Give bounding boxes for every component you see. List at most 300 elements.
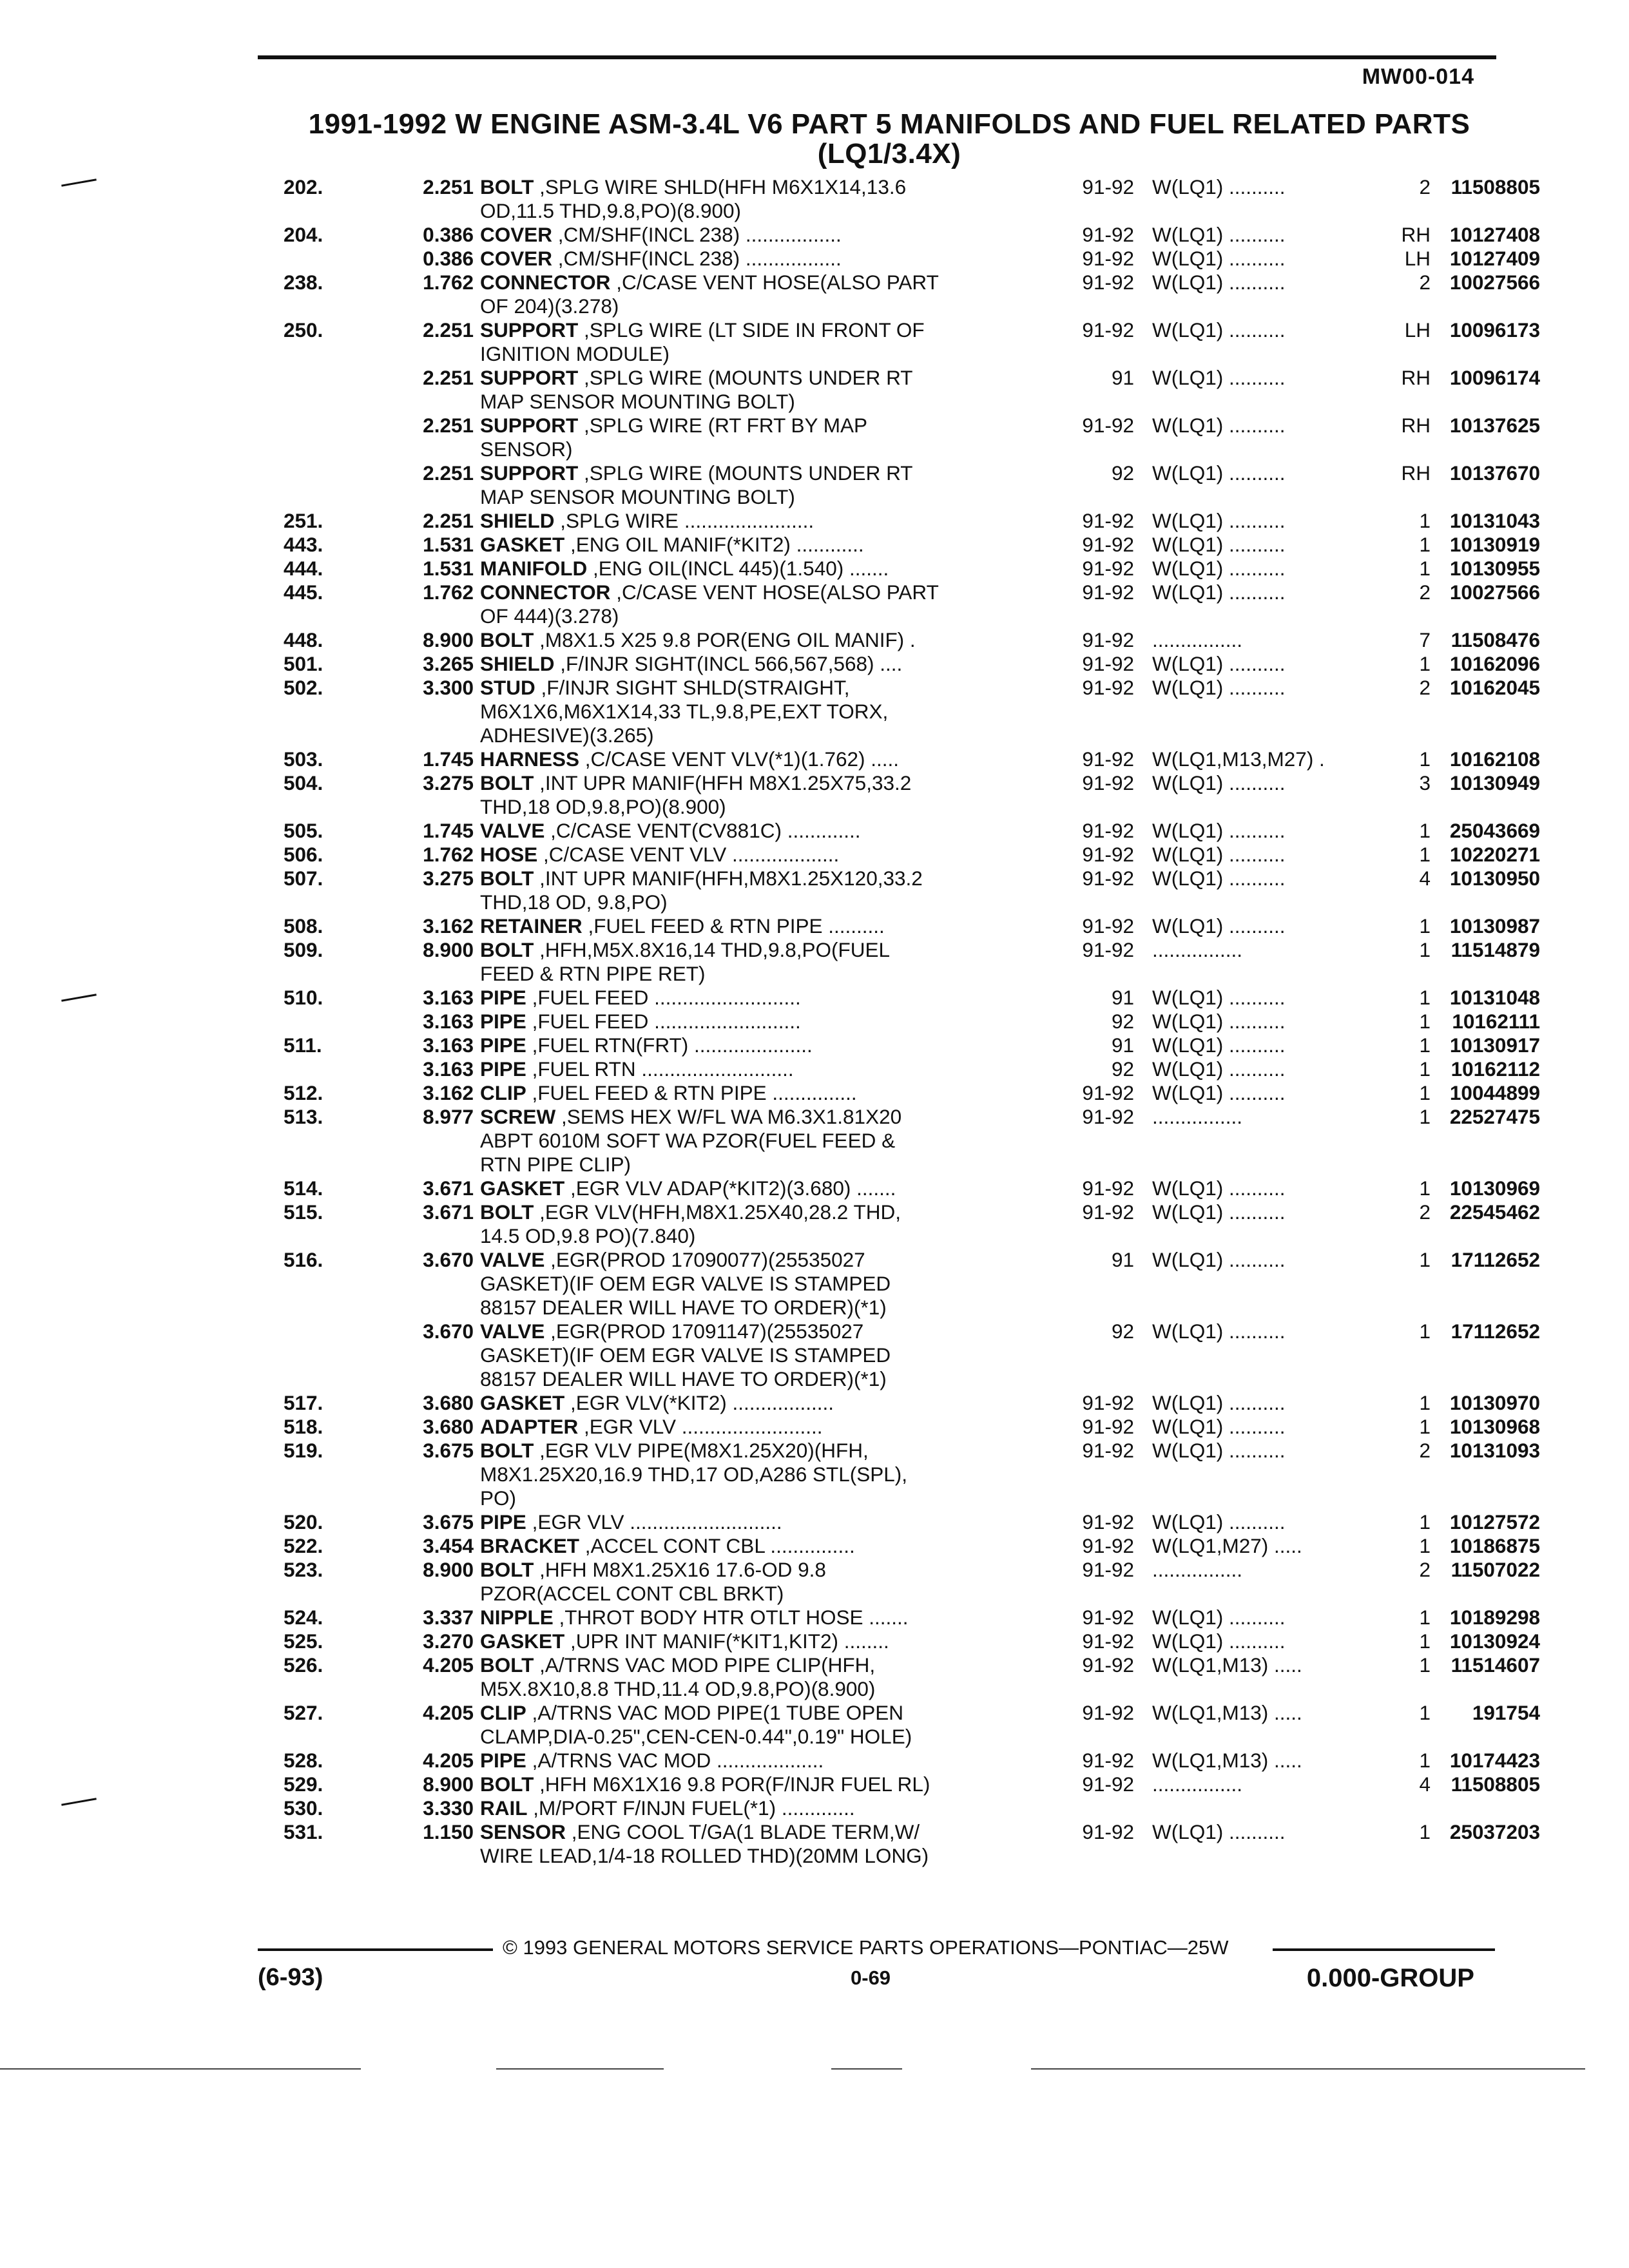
application: W(LQ1) .......... bbox=[1152, 271, 1286, 294]
table-row bbox=[284, 1701, 1540, 1725]
application: W(LQ1) .......... bbox=[1152, 533, 1286, 556]
description bbox=[480, 1224, 1276, 1248]
description-text: THD,18 OD,9.8,PO)(8.900) bbox=[480, 795, 726, 818]
part-number: 10130987 bbox=[1449, 914, 1540, 937]
description-text: GASKET)(IF OEM EGR VALVE IS STAMPED bbox=[480, 1272, 891, 1295]
item-number: 527. bbox=[284, 1701, 323, 1724]
table-row bbox=[284, 1653, 1540, 1677]
description-text: M8X1.25X20,16.9 THD,17 OD,A286 STL(SPL), bbox=[480, 1463, 908, 1486]
description-text: 14.5 OD,9.8 PO)(7.840) bbox=[480, 1224, 696, 1247]
application: W(LQ1) .......... bbox=[1152, 819, 1286, 842]
model-years: 91-92 bbox=[1082, 819, 1134, 842]
group-number: 1.531 bbox=[423, 533, 474, 556]
application: W(LQ1) .......... bbox=[1152, 1820, 1286, 1843]
quantity: 1 bbox=[1419, 1534, 1431, 1557]
model-years: 92 bbox=[1111, 1057, 1134, 1081]
part-number: 22527475 bbox=[1449, 1105, 1540, 1128]
table-row bbox=[284, 1010, 1540, 1033]
part-name: BOLT bbox=[480, 1200, 534, 1224]
model-years: 91-92 bbox=[1082, 1629, 1134, 1653]
quantity: 1 bbox=[1419, 1701, 1431, 1724]
description-text: ,EGR VLV(HFH,M8X1.25X40,28.2 THD, bbox=[539, 1200, 901, 1224]
table-row bbox=[284, 1439, 1540, 1463]
description-text: ,EGR(PROD 17091147)(25535027 bbox=[550, 1320, 864, 1343]
application: W(LQ1) .......... bbox=[1152, 1629, 1286, 1653]
footer-group: 0.000-GROUP bbox=[1306, 1964, 1474, 1992]
part-name: VALVE bbox=[480, 1320, 545, 1343]
model-years: 91-92 bbox=[1082, 938, 1134, 961]
item-number: 250. bbox=[284, 318, 323, 341]
quantity: 1 bbox=[1419, 1415, 1431, 1438]
group-number: 1.762 bbox=[423, 843, 474, 866]
description-text: ABPT 6010M SOFT WA PZOR(FUEL FEED & bbox=[480, 1129, 896, 1152]
table-row bbox=[284, 199, 1521, 223]
description-text: ,F/INJR SIGHT SHLD(STRAIGHT, bbox=[541, 676, 850, 699]
part-name: MANIFOLD bbox=[480, 557, 588, 580]
item-number: 520. bbox=[284, 1510, 323, 1533]
table-row bbox=[284, 604, 1521, 628]
description-text: FEED & RTN PIPE RET) bbox=[480, 962, 706, 985]
part-number: 10130949 bbox=[1449, 771, 1540, 794]
item-number: 501. bbox=[284, 652, 323, 675]
part-name: BOLT bbox=[480, 867, 534, 890]
table-row bbox=[284, 1415, 1540, 1439]
description bbox=[480, 1844, 1276, 1868]
group-number: 2.251 bbox=[423, 366, 474, 389]
group-number: 3.670 bbox=[423, 1248, 474, 1271]
model-years: 92 bbox=[1111, 461, 1134, 485]
model-years: 91-92 bbox=[1082, 1081, 1134, 1104]
part-name: SENSOR bbox=[480, 1820, 566, 1843]
table-row bbox=[284, 1081, 1540, 1105]
item-number: 526. bbox=[284, 1653, 323, 1677]
application: W(LQ1) .......... bbox=[1152, 414, 1286, 437]
table-row bbox=[284, 223, 1540, 247]
description bbox=[480, 1463, 1276, 1486]
description-text: ,ENG OIL MANIF(*KIT2) ............ bbox=[570, 533, 864, 556]
model-years: 91-92 bbox=[1082, 1200, 1134, 1224]
part-number: 10131093 bbox=[1449, 1439, 1540, 1462]
part-number: 10130955 bbox=[1449, 557, 1540, 580]
description-text: ,FUEL FEED & RTN PIPE .......... bbox=[588, 914, 885, 937]
item-number: 523. bbox=[284, 1558, 323, 1581]
application: W(LQ1) .......... bbox=[1152, 318, 1286, 341]
quantity: 1 bbox=[1419, 1248, 1431, 1271]
model-years: 91-92 bbox=[1082, 414, 1134, 437]
group-number: 0.386 bbox=[423, 223, 474, 246]
table-row bbox=[284, 581, 1540, 604]
quantity: RH bbox=[1401, 223, 1431, 246]
description-text: ,FUEL FEED .......................... bbox=[532, 986, 801, 1009]
application: W(LQ1) .......... bbox=[1152, 223, 1286, 246]
parts-list bbox=[284, 175, 1540, 1868]
table-row bbox=[284, 461, 1540, 485]
model-years: 92 bbox=[1111, 1320, 1134, 1343]
group-number: 3.275 bbox=[423, 867, 474, 890]
model-years: 91-92 bbox=[1082, 1439, 1134, 1462]
description-text: GASKET)(IF OEM EGR VALVE IS STAMPED bbox=[480, 1343, 891, 1367]
application: W(LQ1) .......... bbox=[1152, 1510, 1286, 1533]
description-text: ,A/TRNS VAC MOD PIPE CLIP(HFH, bbox=[539, 1653, 876, 1677]
description-text: ,C/CASE VENT(CV881C) ............. bbox=[550, 819, 861, 842]
part-number: 10044899 bbox=[1449, 1081, 1540, 1104]
part-name: CLIP bbox=[480, 1081, 526, 1104]
item-number: 503. bbox=[284, 747, 323, 771]
group-number: 4.205 bbox=[423, 1749, 474, 1772]
description-text: 88157 DEALER WILL HAVE TO ORDER)(*1) bbox=[480, 1367, 887, 1390]
part-number: 10130969 bbox=[1449, 1177, 1540, 1200]
application: W(LQ1) .......... bbox=[1152, 1606, 1286, 1629]
part-name: BOLT bbox=[480, 1773, 534, 1796]
part-name: BOLT bbox=[480, 771, 534, 794]
table-row bbox=[284, 1320, 1540, 1343]
group-number: 1.762 bbox=[423, 271, 474, 294]
table-row bbox=[284, 676, 1540, 700]
part-name: SUPPORT bbox=[480, 414, 579, 437]
table-row bbox=[284, 986, 1540, 1010]
description-text: ,EGR VLV PIPE(M8X1.25X20)(HFH, bbox=[539, 1439, 869, 1462]
item-number: 517. bbox=[284, 1391, 323, 1414]
application: W(LQ1) .......... bbox=[1152, 771, 1286, 794]
description-text: ,A/TRNS VAC MOD PIPE(1 TUBE OPEN bbox=[532, 1701, 903, 1724]
description-text: ,HFH M6X1X16 9.8 POR(F/INJR FUEL RL) bbox=[539, 1773, 930, 1796]
application: W(LQ1) .......... bbox=[1152, 914, 1286, 937]
group-number: 1.745 bbox=[423, 819, 474, 842]
model-years: 91 bbox=[1111, 366, 1134, 389]
description-text: ,SEMS HEX W/FL WA M6.3X1.81X20 bbox=[561, 1105, 902, 1128]
item-number: 515. bbox=[284, 1200, 323, 1224]
description-text: ,M8X1.5 X25 9.8 POR(ENG OIL MANIF) . bbox=[539, 628, 916, 651]
group-number: 4.205 bbox=[423, 1653, 474, 1677]
part-name: SUPPORT bbox=[480, 461, 579, 485]
table-row bbox=[284, 1224, 1521, 1248]
part-name: PIPE bbox=[480, 1749, 526, 1772]
part-number: 10130950 bbox=[1449, 867, 1540, 890]
application: W(LQ1) .......... bbox=[1152, 557, 1286, 580]
margin-mark bbox=[61, 178, 97, 187]
quantity: 1 bbox=[1419, 914, 1431, 937]
application: W(LQ1) .......... bbox=[1152, 1033, 1286, 1057]
model-years: 91-92 bbox=[1082, 1415, 1134, 1438]
margin-mark bbox=[61, 994, 97, 1002]
description-text: ADHESIVE)(3.265) bbox=[480, 724, 654, 747]
description bbox=[480, 1582, 1276, 1606]
quantity: 1 bbox=[1419, 986, 1431, 1009]
quantity: 1 bbox=[1419, 1606, 1431, 1629]
application: W(LQ1) .......... bbox=[1152, 175, 1286, 198]
description-text: RTN PIPE CLIP) bbox=[480, 1153, 631, 1176]
quantity: 1 bbox=[1419, 533, 1431, 556]
application: W(LQ1) .......... bbox=[1152, 1081, 1286, 1104]
part-number: 10174423 bbox=[1449, 1749, 1540, 1772]
application: W(LQ1) .......... bbox=[1152, 986, 1286, 1009]
table-row bbox=[284, 318, 1540, 342]
table-row bbox=[284, 1248, 1540, 1272]
part-number: 10130924 bbox=[1449, 1629, 1540, 1653]
description bbox=[480, 1296, 1276, 1320]
model-years: 91-92 bbox=[1082, 628, 1134, 651]
description-text: ,EGR VLV(*KIT2) .................. bbox=[570, 1391, 834, 1414]
group-number: 2.251 bbox=[423, 175, 474, 198]
model-years: 91-92 bbox=[1082, 1510, 1134, 1533]
group-number: 1.531 bbox=[423, 557, 474, 580]
item-number: 251. bbox=[284, 509, 323, 532]
margin-mark bbox=[61, 1798, 97, 1806]
description-text: M6X1X6,M6X1X14,33 TL,9.8,PE,EXT TORX, bbox=[480, 700, 889, 723]
description bbox=[480, 1725, 1276, 1749]
table-row bbox=[284, 1391, 1540, 1415]
model-years: 91-92 bbox=[1082, 557, 1134, 580]
part-name: PIPE bbox=[480, 986, 526, 1009]
application: W(LQ1) .......... bbox=[1152, 1177, 1286, 1200]
part-name: BOLT bbox=[480, 175, 534, 198]
application: W(LQ1,M13) ..... bbox=[1152, 1701, 1302, 1724]
table-row bbox=[284, 1367, 1521, 1391]
table-row bbox=[284, 557, 1540, 581]
description-text: ,EGR VLV ......................... bbox=[584, 1415, 823, 1438]
model-years: 91-92 bbox=[1082, 914, 1134, 937]
item-number: 514. bbox=[284, 1177, 323, 1200]
quantity: 1 bbox=[1419, 843, 1431, 866]
description-text: ,HFH,M5X.8X16,14 THD,9.8,PO(FUEL bbox=[539, 938, 891, 961]
quantity: 2 bbox=[1419, 1200, 1431, 1224]
part-number: 10130968 bbox=[1449, 1415, 1540, 1438]
part-name: GASKET bbox=[480, 533, 565, 556]
item-number: 202. bbox=[284, 175, 323, 198]
part-name: NIPPLE bbox=[480, 1606, 554, 1629]
table-row bbox=[284, 1033, 1540, 1057]
application: W(LQ1) .......... bbox=[1152, 652, 1286, 675]
description-text: CLAMP,DIA-0.25",CEN-CEN-0.44",0.19" HOLE) bbox=[480, 1725, 912, 1748]
group-number: 3.671 bbox=[423, 1200, 474, 1224]
model-years: 91-92 bbox=[1082, 247, 1134, 270]
table-row bbox=[284, 1796, 1521, 1820]
part-number: 10189298 bbox=[1449, 1606, 1540, 1629]
application: W(LQ1) .......... bbox=[1152, 1320, 1286, 1343]
part-number: 10162112 bbox=[1451, 1057, 1540, 1081]
group-number: 3.163 bbox=[423, 986, 474, 1009]
part-name: SCREW bbox=[480, 1105, 556, 1128]
description-text: ,SPLG WIRE (LT SIDE IN FRONT OF bbox=[584, 318, 925, 341]
application: W(LQ1,M13) ..... bbox=[1152, 1653, 1302, 1677]
table-row bbox=[284, 1272, 1521, 1296]
group-number: 1.745 bbox=[423, 747, 474, 771]
table-row bbox=[284, 1486, 1521, 1510]
description-text: ,SPLG WIRE SHLD(HFH M6X1X14,13.6 bbox=[539, 175, 907, 198]
footer-date: (6-93) bbox=[258, 1964, 323, 1991]
application: ................ bbox=[1152, 628, 1243, 651]
quantity: 1 bbox=[1419, 1749, 1431, 1772]
group-number: 3.675 bbox=[423, 1439, 474, 1462]
application: W(LQ1) .......... bbox=[1152, 461, 1286, 485]
group-number: 1.762 bbox=[423, 581, 474, 604]
application: W(LQ1) .......... bbox=[1152, 1391, 1286, 1414]
application: W(LQ1,M27) ..... bbox=[1152, 1534, 1302, 1557]
group-number: 2.251 bbox=[423, 414, 474, 437]
part-name: CONNECTOR bbox=[480, 581, 611, 604]
model-years: 91-92 bbox=[1082, 175, 1134, 198]
part-number: 10096174 bbox=[1449, 366, 1540, 389]
model-years: 91-92 bbox=[1082, 223, 1134, 246]
application: ................ bbox=[1152, 938, 1243, 961]
description bbox=[480, 342, 1276, 366]
description bbox=[480, 437, 1276, 461]
description-text: ,FUEL RTN ........................... bbox=[532, 1057, 794, 1081]
item-number: 204. bbox=[284, 223, 323, 246]
description bbox=[480, 1677, 1276, 1701]
description bbox=[480, 294, 1276, 318]
quantity: 1 bbox=[1419, 1057, 1431, 1081]
item-number: 531. bbox=[284, 1820, 323, 1843]
item-number: 509. bbox=[284, 938, 323, 961]
model-years: 91 bbox=[1111, 986, 1134, 1009]
group-number: 4.205 bbox=[423, 1701, 474, 1724]
description-text: WIRE LEAD,1/4-18 ROLLED THD)(20MM LONG) bbox=[480, 1844, 929, 1867]
part-name: HARNESS bbox=[480, 747, 580, 771]
group-number: 0.386 bbox=[423, 247, 474, 270]
part-name: RETAINER bbox=[480, 914, 583, 937]
description-text: ,SPLG WIRE (MOUNTS UNDER RT bbox=[584, 461, 913, 485]
page-title-line2: (LQ1/3.4X) bbox=[817, 138, 961, 169]
part-number: 11508805 bbox=[1451, 1773, 1540, 1796]
description-text: ,FUEL FEED & RTN PIPE ............... bbox=[532, 1081, 857, 1104]
description bbox=[480, 390, 1276, 414]
group-number: 2.251 bbox=[423, 461, 474, 485]
description bbox=[480, 199, 1276, 223]
table-row bbox=[284, 1844, 1521, 1868]
part-number: 11514879 bbox=[1451, 938, 1540, 961]
part-name: GASKET bbox=[480, 1629, 565, 1653]
part-number: 10220271 bbox=[1449, 843, 1540, 866]
table-row bbox=[284, 1677, 1521, 1701]
part-number: 25043669 bbox=[1449, 819, 1540, 842]
group-number: 3.162 bbox=[423, 1081, 474, 1104]
table-row bbox=[284, 1510, 1540, 1534]
item-number: 525. bbox=[284, 1629, 323, 1653]
table-row bbox=[284, 485, 1521, 509]
description bbox=[480, 604, 1276, 628]
group-number: 3.163 bbox=[423, 1033, 474, 1057]
table-row bbox=[284, 867, 1540, 890]
part-number: 17112652 bbox=[1451, 1320, 1540, 1343]
table-row bbox=[284, 890, 1521, 914]
model-years: 91-92 bbox=[1082, 1820, 1134, 1843]
description-text: ,CM/SHF(INCL 238) ................. bbox=[557, 223, 842, 246]
description bbox=[480, 1486, 1276, 1510]
description bbox=[480, 1367, 1276, 1391]
quantity: 2 bbox=[1419, 1558, 1431, 1581]
description-text: ,EGR(PROD 17090077)(25535027 bbox=[550, 1248, 865, 1271]
quantity: 2 bbox=[1419, 581, 1431, 604]
item-number: 504. bbox=[284, 771, 323, 794]
part-number: 11508805 bbox=[1451, 175, 1540, 198]
description-text: ,INT UPR MANIF(HFH,M8X1.25X120,33.2 bbox=[539, 867, 923, 890]
application: W(LQ1) .......... bbox=[1152, 1248, 1286, 1271]
item-number: 516. bbox=[284, 1248, 323, 1271]
part-name: STUD bbox=[480, 676, 535, 699]
description-text: ,HFH M8X1.25X16 17.6-OD 9.8 bbox=[539, 1558, 826, 1581]
part-name: BOLT bbox=[480, 1653, 534, 1677]
model-years: 91 bbox=[1111, 1033, 1134, 1057]
table-row bbox=[284, 414, 1540, 437]
description bbox=[480, 962, 1276, 986]
item-number: 522. bbox=[284, 1534, 323, 1557]
item-number: 528. bbox=[284, 1749, 323, 1772]
part-number: 10162108 bbox=[1449, 747, 1540, 771]
footer-rule-left bbox=[258, 1948, 493, 1951]
description-text: PO) bbox=[480, 1486, 517, 1510]
part-number: 10162045 bbox=[1449, 676, 1540, 699]
quantity: 2 bbox=[1419, 676, 1431, 699]
part-number: 191754 bbox=[1472, 1701, 1540, 1724]
footer-copyright: © 1993 GENERAL MOTORS SERVICE PARTS OPERATIONS—PONTIAC—25W bbox=[503, 1936, 1229, 1959]
part-number: 11514607 bbox=[1451, 1653, 1540, 1677]
description-text: ,SPLG WIRE ....................... bbox=[560, 509, 815, 532]
part-name: SUPPORT bbox=[480, 366, 579, 389]
part-name: BOLT bbox=[480, 1439, 534, 1462]
model-years: 91-92 bbox=[1082, 843, 1134, 866]
description-text: OF 444)(3.278) bbox=[480, 604, 619, 628]
group-number: 3.675 bbox=[423, 1510, 474, 1533]
quantity: 1 bbox=[1419, 509, 1431, 532]
part-name: SUPPORT bbox=[480, 318, 579, 341]
table-row bbox=[284, 390, 1521, 414]
group-number: 3.680 bbox=[423, 1391, 474, 1414]
item-number: 506. bbox=[284, 843, 323, 866]
part-name: GASKET bbox=[480, 1391, 565, 1414]
item-number: 524. bbox=[284, 1606, 323, 1629]
model-years: 92 bbox=[1111, 1010, 1134, 1033]
model-years: 91-92 bbox=[1082, 771, 1134, 794]
description-text: ,C/CASE VENT VLV ................... bbox=[543, 843, 840, 866]
description-text: ,CM/SHF(INCL 238) ................. bbox=[557, 247, 842, 270]
model-years: 91-92 bbox=[1082, 652, 1134, 675]
description bbox=[480, 1272, 1276, 1296]
quantity: 7 bbox=[1419, 628, 1431, 651]
item-number: 508. bbox=[284, 914, 323, 937]
table-row bbox=[284, 1343, 1521, 1367]
quantity: 1 bbox=[1419, 1177, 1431, 1200]
group-number: 3.300 bbox=[423, 676, 474, 699]
part-name: ADAPTER bbox=[480, 1415, 579, 1438]
quantity: 1 bbox=[1419, 1820, 1431, 1843]
quantity: RH bbox=[1401, 366, 1431, 389]
model-years: 91-92 bbox=[1082, 1105, 1134, 1128]
scan-line bbox=[1031, 2068, 1585, 2070]
group-number: 3.163 bbox=[423, 1010, 474, 1033]
part-number: 10137670 bbox=[1449, 461, 1540, 485]
item-number: 518. bbox=[284, 1415, 323, 1438]
group-number: 3.454 bbox=[423, 1534, 474, 1557]
part-number: 10130970 bbox=[1449, 1391, 1540, 1414]
table-row bbox=[284, 1057, 1540, 1081]
table-row bbox=[284, 819, 1540, 843]
table-row bbox=[284, 1463, 1521, 1486]
part-number: 10130919 bbox=[1449, 533, 1540, 556]
model-years: 91-92 bbox=[1082, 1177, 1134, 1200]
table-row bbox=[284, 175, 1540, 199]
table-row bbox=[284, 1105, 1540, 1129]
model-years: 91-92 bbox=[1082, 1749, 1134, 1772]
description-text: ,EGR VLV ADAP(*KIT2)(3.680) ....... bbox=[570, 1177, 896, 1200]
table-row bbox=[284, 962, 1521, 986]
part-number: 10027566 bbox=[1449, 271, 1540, 294]
item-number: 510. bbox=[284, 986, 323, 1009]
part-number: 10027566 bbox=[1449, 581, 1540, 604]
quantity: 1 bbox=[1419, 819, 1431, 842]
item-number: 513. bbox=[284, 1105, 323, 1128]
description bbox=[480, 1129, 1276, 1153]
